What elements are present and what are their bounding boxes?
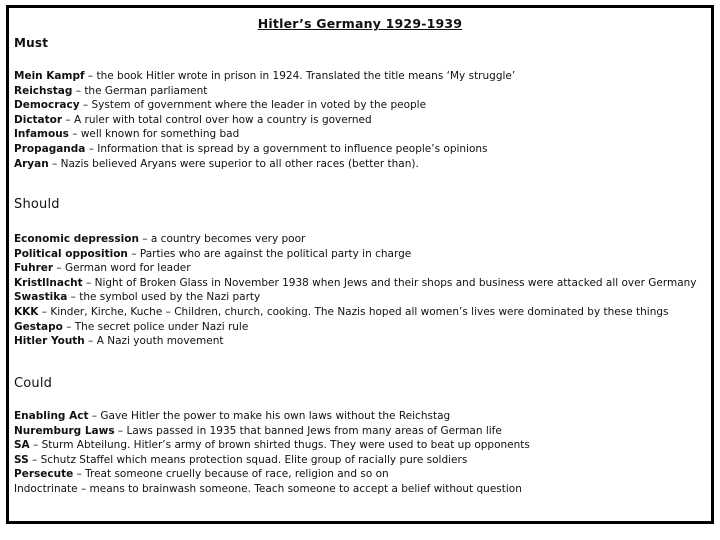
glossary-definition: – A Nazi youth movement [84, 335, 224, 348]
glossary-term: SS [14, 453, 29, 466]
glossary-definition: – the symbol used by the Nazi party [67, 291, 261, 304]
glossary-definition: – Kinder, Kirche, Kuche – Children, church, cooking. The Nazis hoped all women’s lives were dominated by these things [38, 305, 669, 318]
section-heading-should: Should [14, 197, 60, 212]
glossary-entry [14, 98, 707, 113]
glossary-definition: – German word for leader [53, 262, 191, 275]
glossary-entry [14, 320, 707, 335]
section-heading-could: Could [14, 376, 53, 391]
glossary-entry [14, 424, 707, 439]
glossary-definition: – Sturm Abteilung. Hitler’s army of brown shirted thugs. They were used to beat up opponents [29, 439, 530, 452]
glossary-entry [14, 276, 707, 291]
glossary-entry [14, 482, 707, 497]
glossary-entry [14, 69, 707, 84]
glossary-definition: – The secret police under Nazi rule [62, 320, 249, 333]
glossary-term: Infamous [14, 128, 69, 141]
glossary-definition: – well known for something bad [68, 128, 240, 141]
glossary-entry [14, 305, 707, 320]
glossary-definition: – Parties who are against the political party in charge [127, 247, 412, 260]
glossary-term: Political opposition [14, 247, 128, 260]
glossary-entry [14, 453, 707, 468]
glossary-definition: – System of government where the leader in voted by the people [79, 99, 427, 112]
glossary-definition: – A ruler with total control over how a country is governed [62, 113, 372, 126]
glossary-list-should [14, 232, 707, 349]
glossary-definition: – Night of Broken Glass in November 1938 when Jews and their shops and business were attacked all over Germany [82, 276, 697, 289]
glossary-entry [14, 409, 707, 424]
glossary-definition: – Information that is spread by a government to influence people’s opinions [85, 142, 488, 155]
glossary-term: Gestapo [14, 320, 63, 333]
glossary-term: Kristllnacht [14, 276, 83, 289]
glossary-term: Enabling Act [14, 410, 89, 422]
glossary-term: Nuremburg Laws [14, 424, 115, 437]
glossary-entry [14, 290, 707, 305]
glossary-definition: – Laws passed in 1935 that banned Jews from many areas of German life [114, 424, 502, 437]
glossary-term: Propaganda [14, 142, 86, 155]
glossary-term: Democracy [14, 99, 80, 112]
glossary-term: Mein Kampf [14, 70, 85, 82]
glossary-entry [14, 127, 707, 142]
section-heading-must: Must [14, 36, 49, 50]
glossary-entry [14, 438, 707, 453]
glossary-term: Reichstag [14, 84, 73, 97]
glossary-definition: – the German parliament [72, 84, 208, 97]
glossary-term: Aryan [14, 157, 49, 170]
glossary-term: SA [14, 439, 30, 452]
glossary-term: Dictator [14, 113, 63, 126]
glossary-definition: – Nazis believed Aryans were superior to all other races (better than). [48, 157, 419, 170]
glossary-definition: – Schutz Staffel which means protection squad. Elite group of racially pure soldiers [28, 453, 468, 466]
glossary-definition: – Treat someone cruelly because of race, religion and so on [73, 468, 389, 481]
glossary-term: Fuhrer [14, 262, 54, 275]
glossary-definition: – a country becomes very poor [138, 233, 306, 245]
glossary-term: KKK [14, 305, 39, 318]
glossary-entry [14, 84, 707, 99]
glossary-entry [14, 113, 707, 128]
glossary-entry [14, 261, 707, 276]
glossary-definition: – the book Hitler wrote in prison in 1924. Translated the title means ‘My struggle’ [84, 70, 516, 82]
document-page [6, 5, 714, 524]
glossary-entry [14, 467, 707, 482]
glossary-term: Persecute [14, 468, 74, 481]
glossary-list-could [14, 409, 707, 497]
glossary-entry [14, 232, 707, 247]
glossary-definition: Indoctrinate – means to brainwash someone. Teach someone to accept a belief without question [14, 482, 522, 495]
glossary-term: Swastika [14, 291, 68, 304]
glossary-term: Economic depression [14, 233, 139, 245]
glossary-definition: – Gave Hitler the power to make his own laws without the Reichstag [88, 410, 451, 422]
glossary-entry [14, 247, 707, 262]
glossary-entry [14, 157, 707, 172]
page-title: Hitler’s Germany 1929-1939 [257, 16, 463, 31]
glossary-term: Hitler Youth [14, 335, 85, 348]
glossary-list-must [14, 69, 707, 171]
glossary-entry [14, 142, 707, 157]
glossary-entry [14, 334, 707, 349]
